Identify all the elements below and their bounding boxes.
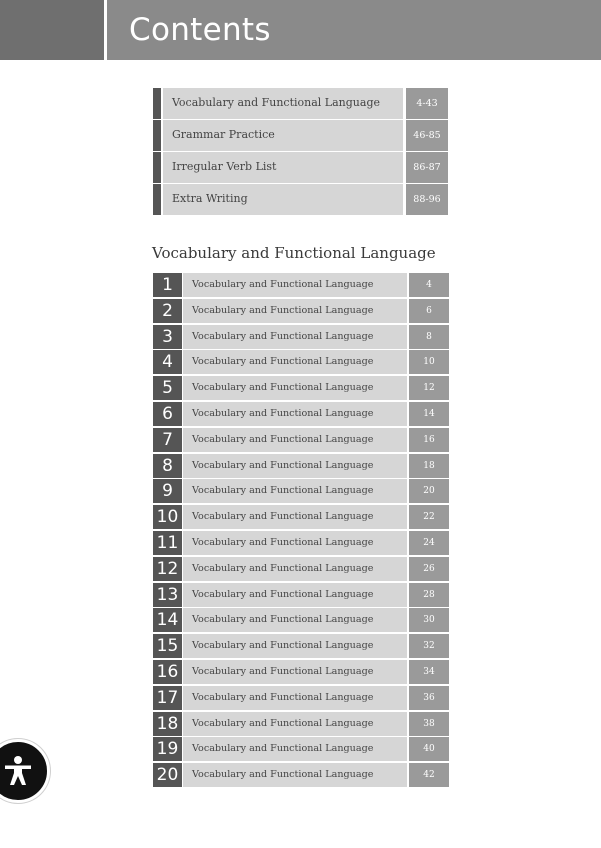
unit-list	[153, 273, 449, 789]
unit-row[interactable]	[153, 531, 449, 555]
summary-label-box	[163, 184, 403, 215]
unit-label: Vocabulary and Functional Language	[192, 407, 374, 419]
unit-row[interactable]	[153, 402, 449, 426]
unit-label-box	[183, 531, 407, 555]
unit-label: Vocabulary and Functional Language	[192, 433, 374, 445]
unit-row[interactable]	[153, 479, 449, 503]
summary-marker	[153, 184, 161, 215]
unit-page: 28	[409, 583, 449, 607]
unit-page: 38	[409, 712, 449, 736]
unit-row[interactable]	[153, 376, 449, 400]
unit-label-box	[183, 376, 407, 400]
unit-label-box	[183, 712, 407, 736]
unit-row[interactable]	[153, 686, 449, 710]
unit-number: 17	[153, 686, 182, 710]
unit-label-box	[183, 299, 407, 323]
accessibility-icon	[1, 754, 35, 788]
unit-label: Vocabulary and Functional Language	[192, 459, 374, 471]
unit-label-box	[183, 325, 407, 349]
unit-label: Vocabulary and Functional Language	[192, 511, 374, 523]
summary-label: Vocabulary and Functional Language	[172, 96, 380, 109]
unit-row[interactable]	[153, 505, 449, 529]
summary-label-box	[163, 120, 403, 151]
summary-pages: 88-96	[406, 184, 448, 215]
unit-page: 10	[409, 350, 449, 374]
unit-row[interactable]	[153, 634, 449, 658]
unit-row[interactable]	[153, 454, 449, 478]
unit-row[interactable]	[153, 299, 449, 323]
unit-label: Vocabulary and Functional Language	[192, 665, 374, 677]
summary-pages: 86-87	[406, 152, 448, 183]
unit-label-box	[183, 737, 407, 761]
unit-label: Vocabulary and Functional Language	[192, 485, 374, 497]
summary-label-box	[163, 88, 403, 119]
unit-row[interactable]	[153, 763, 449, 787]
summary-marker	[153, 120, 161, 151]
unit-page: 34	[409, 660, 449, 684]
summary-label: Extra Writing	[172, 192, 248, 205]
header-accent-block	[0, 0, 104, 60]
unit-label-box	[183, 479, 407, 503]
unit-number: 15	[153, 634, 182, 658]
unit-number: 10	[153, 505, 182, 529]
unit-page: 36	[409, 686, 449, 710]
accessibility-button[interactable]	[0, 739, 50, 803]
unit-label: Vocabulary and Functional Language	[192, 536, 374, 548]
unit-number: 7	[153, 428, 182, 452]
unit-page: 26	[409, 557, 449, 581]
unit-number: 18	[153, 712, 182, 736]
unit-label: Vocabulary and Functional Language	[192, 614, 374, 626]
unit-label-box	[183, 583, 407, 607]
unit-label: Vocabulary and Functional Language	[192, 356, 374, 368]
unit-page: 20	[409, 479, 449, 503]
unit-label: Vocabulary and Functional Language	[192, 691, 374, 703]
unit-label: Vocabulary and Functional Language	[192, 330, 374, 342]
summary-label: Grammar Practice	[172, 128, 275, 141]
header-divider	[104, 0, 107, 60]
unit-page: 4	[409, 273, 449, 297]
unit-number: 20	[153, 763, 182, 787]
unit-page: 42	[409, 763, 449, 787]
unit-label: Vocabulary and Functional Language	[192, 769, 374, 781]
unit-label: Vocabulary and Functional Language	[192, 304, 374, 316]
unit-number: 6	[153, 402, 182, 426]
summary-label-box	[163, 152, 403, 183]
unit-row[interactable]	[153, 737, 449, 761]
summary-pages: 46-85	[406, 120, 448, 151]
unit-label-box	[183, 350, 407, 374]
contents-summary	[153, 88, 448, 216]
unit-number: 14	[153, 608, 182, 632]
summary-marker	[153, 152, 161, 183]
page-header	[0, 0, 601, 60]
unit-label-box	[183, 660, 407, 684]
unit-page: 30	[409, 608, 449, 632]
unit-number: 1	[153, 273, 182, 297]
unit-number: 11	[153, 531, 182, 555]
unit-row[interactable]	[153, 350, 449, 374]
unit-page: 12	[409, 376, 449, 400]
unit-page: 8	[409, 325, 449, 349]
unit-label-box	[183, 428, 407, 452]
unit-number: 9	[153, 479, 182, 503]
unit-page: 22	[409, 505, 449, 529]
unit-label: Vocabulary and Functional Language	[192, 279, 374, 290]
unit-number: 16	[153, 660, 182, 684]
unit-label-box	[183, 608, 407, 632]
unit-label-box	[183, 505, 407, 529]
unit-label-box	[183, 557, 407, 581]
unit-page: 24	[409, 531, 449, 555]
summary-row-extra-writing[interactable]	[153, 184, 448, 215]
unit-label: Vocabulary and Functional Language	[192, 743, 374, 755]
summary-row-grammar[interactable]	[153, 120, 448, 151]
unit-label-box	[183, 634, 407, 658]
unit-row[interactable]	[153, 712, 449, 736]
unit-page: 16	[409, 428, 449, 452]
section-heading: Vocabulary and Functional Language	[152, 244, 436, 262]
unit-label: Vocabulary and Functional Language	[192, 588, 374, 600]
unit-number: 5	[153, 376, 182, 400]
unit-label: Vocabulary and Functional Language	[192, 562, 374, 574]
unit-page: 6	[409, 299, 449, 323]
unit-row[interactable]	[153, 428, 449, 452]
unit-row[interactable]	[153, 660, 449, 684]
unit-number: 13	[153, 583, 182, 607]
unit-label-box	[183, 454, 407, 478]
unit-row[interactable]	[153, 557, 449, 581]
unit-label: Vocabulary and Functional Language	[192, 717, 374, 729]
unit-label-box	[183, 402, 407, 426]
unit-label: Vocabulary and Functional Language	[192, 382, 374, 394]
unit-page: 32	[409, 634, 449, 658]
unit-row[interactable]	[153, 583, 449, 607]
summary-row-irregular-verbs[interactable]	[153, 152, 448, 183]
unit-page: 14	[409, 402, 449, 426]
unit-number: 4	[153, 350, 182, 374]
unit-number: 19	[153, 737, 182, 761]
unit-row[interactable]	[153, 325, 449, 349]
unit-number: 12	[153, 557, 182, 581]
summary-row-vocabulary[interactable]	[153, 88, 448, 119]
unit-label: Vocabulary and Functional Language	[192, 640, 374, 652]
summary-pages: 4-43	[406, 88, 448, 119]
unit-number: 3	[153, 325, 182, 349]
unit-label-box	[183, 273, 407, 297]
page-title: Contents	[129, 12, 271, 48]
unit-number: 8	[153, 454, 182, 478]
unit-label-box	[183, 686, 407, 710]
unit-row[interactable]	[153, 273, 449, 297]
unit-page: 40	[409, 737, 449, 761]
unit-row[interactable]	[153, 608, 449, 632]
unit-label-box	[183, 763, 407, 787]
unit-number: 2	[153, 299, 182, 323]
summary-marker	[153, 88, 161, 119]
unit-page: 18	[409, 454, 449, 478]
summary-label: Irregular Verb List	[172, 160, 277, 173]
